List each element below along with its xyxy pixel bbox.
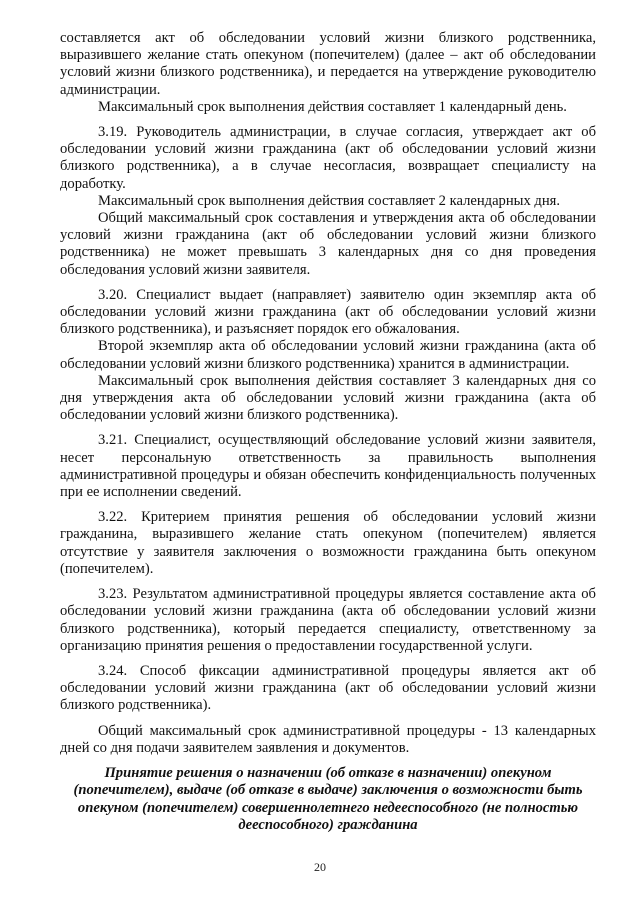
paragraph-deadline-1: Максимальный срок выполнения действия составляет 1 календарный день. <box>98 98 567 115</box>
section-heading: Принятие решения о назначении (об отказе в назначении) опекуном (попечителем), выдаче (об отказе в выдаче) заключения о возможности быть опекуном (попечителем) совершеннолетнего недееспособного (не полностью дееспособного) гражданина <box>73 764 583 834</box>
paragraph-3-22: 3.22. Критерием принятия решения об обследовании условий жизни гражданина, выразившего желание стать опекуном (попечителем) является отсутствие у заявителя заключения о возможности гражданина быть опекуном (попечителем). <box>60 509 596 577</box>
paragraph-3-20: 3.20. Специалист выдает (направляет) заявителю один экземпляр акта об обследовании условий жизни гражданина (акт об обследовании условий жизни близкого родственника), и разъясняет порядок его обжалования. <box>60 286 596 338</box>
document-page <box>60 30 596 835</box>
paragraph-continuation: составляется акт об обследовании условий жизни близкого родственника, выразившего желание стать опекуном (попечителем) (далее – акт об обследовании условий жизни близкого родственника), и передается на утверждение руководителю администрации. <box>60 30 596 98</box>
paragraph-3-21: 3.21. Специалист, осуществляющий обследование условий жизни заявителя, несет персональную ответственность за правильность выполнения административной процедуры и обязан обеспечить конфиденциальность полученных при ее исполнении сведений. <box>60 432 596 501</box>
paragraph-3-19: 3.19. Руководитель администрации, в случае согласия, утверждает акт об обследовании условий жизни гражданина (акт об обследовании условий жизни близкого родственника), а в случае несогласия, возвращает специалисту на доработку. <box>60 124 596 192</box>
paragraph-deadline-3: Максимальный срок выполнения действия составляет 3 календарных дня со дня утверждения акта об обследовании условий жизни гражданина (акта об обследовании условий жизни близкого родственника). <box>60 372 596 424</box>
paragraph-second-copy: Второй экземпляр акта об обследовании условий жизни гражданина (акта об обследовании условий жизни близкого родственника) хранится в администрации. <box>60 338 596 372</box>
paragraph-deadline-2: Максимальный срок выполнения действия составляет 2 календарных дня. <box>98 192 561 209</box>
page-number: 20 <box>314 860 326 874</box>
paragraph-total-deadline: Общий максимальный срок составления и утверждения акта об обследовании условий жизни гражданина (акт об обследовании условий жизни близкого родственника) не может превышать 3 календарных дня со дня проведения обследования условий жизни заявителя. <box>60 210 596 278</box>
paragraph-3-24: 3.24. Способ фиксации административной процедуры является акт об обследовании условий жизни гражданина (акт об обследовании условий жизни близкого родственника). <box>60 662 596 714</box>
paragraph-procedure-deadline: Общий максимальный срок административной процедуры - 13 календарных дней со дня подачи заявителем заявления и документов. <box>60 722 596 756</box>
paragraph-3-23: 3.23. Результатом административной процедуры является составление акта об обследовании условий жизни гражданина (акта об обследовании условий жизни близкого родственника), который передается специалисту, ответственному за организацию принятия решения о предоставлении государственной услуги. <box>60 586 596 654</box>
